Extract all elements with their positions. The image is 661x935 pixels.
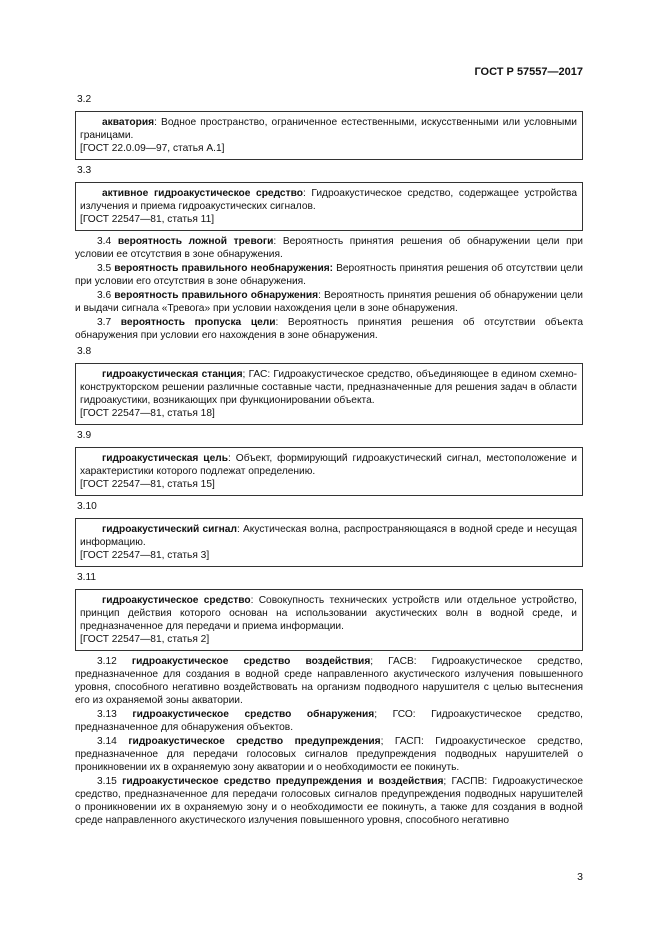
term: акватория xyxy=(102,117,155,128)
entry-number: 3.5 xyxy=(97,263,112,274)
term: вероятность ложной тревоги xyxy=(117,236,274,247)
definition-text: ; ГАСВ: Гидроакустическое средство, предназначенное для создания в водной среде направленного акустического излучения повышенного уровня, способного негативно воздействовать на организм подводного нарушителя с целью вытеснения его из охраняемой зоны акватории. xyxy=(75,656,583,706)
definition-text: : Вероятность принятия решения об обнаружении цели при условии ее отсутствия в зоне обнаружения. xyxy=(75,236,583,260)
definition-text: : Гидроакустическое средство, содержащее устройства излучения и приема гидроакустических сигналов. xyxy=(80,188,577,212)
source-reference: [ГОСТ 22547—81, статья 18] xyxy=(80,408,215,419)
entry-number: 3.15 xyxy=(97,776,117,787)
term: вероятность правильного обнаружения xyxy=(114,290,319,301)
definition-text: : Совокупность технических устройств или отдельное устройство, принцип действия которого основан на использовании акустических волн в водной среде, и предназначенное для передачи и приема информации. xyxy=(80,595,577,632)
term-box-hydroacoustic-target xyxy=(75,447,583,496)
entry-number: 3.6 xyxy=(97,290,112,301)
term-box-hydroacoustic-signal xyxy=(75,518,583,567)
term-paragraph xyxy=(75,775,583,827)
term-box-hydroacoustic-means xyxy=(75,589,583,651)
entry-number: 3.8 xyxy=(77,346,92,357)
source-reference: [ГОСТ 22.0.09—97, статья А.1] xyxy=(80,143,225,154)
terms-section xyxy=(75,90,583,827)
entry-number: 3.10 xyxy=(77,501,97,512)
term-paragraph xyxy=(75,655,583,707)
definition-text: ; ГАС: Гидроакустическое средство, объединяющее в едином схемно-конструкторском решении различные составные части, предназначенные для решения задач в области гидроакустики, возникающих при функционировании объекта. xyxy=(80,369,578,406)
definition xyxy=(80,368,577,407)
definition xyxy=(80,187,577,213)
source-reference: [ГОСТ 22547—81, статья 11] xyxy=(80,214,215,225)
definition-text: : Вероятность принятия решения об отсутствии объекта обнаружения при условии его нахождения в зоне обнаружения. xyxy=(75,317,583,341)
definition-text: : Вероятность принятия решения об обнаружении цели и выдачи сигнала «Тревога» при условии нахождения цели в зоне обнаружения. xyxy=(75,290,584,314)
definition xyxy=(80,594,577,633)
entry-number: 3.9 xyxy=(77,430,92,441)
source-reference: [ГОСТ 22547—81, статья 3] xyxy=(80,550,210,561)
definition xyxy=(80,452,577,478)
term-paragraph xyxy=(75,735,583,774)
page-number: 3 xyxy=(577,871,583,883)
term-paragraph xyxy=(75,708,583,734)
term: вероятность пропуска цели xyxy=(120,317,276,328)
definition xyxy=(80,523,577,549)
document-code: ГОСТ Р 57557—2017 xyxy=(474,66,583,78)
term: вероятность правильного необнаружения: xyxy=(114,263,334,274)
entry-number: 3.4 xyxy=(97,236,112,247)
term: гидроакустическое средство обнаружения xyxy=(132,709,375,720)
entry-number: 3.3 xyxy=(77,165,92,176)
term-paragraph xyxy=(75,316,583,342)
term: гидроакустический сигнал xyxy=(102,524,237,535)
term-box-active-hydroacoustic-means xyxy=(75,182,583,231)
entry-number: 3.7 xyxy=(97,317,112,328)
term-paragraph xyxy=(75,289,583,315)
definition-text: : Акустическая волна, распространяющаяся в водной среде и несущая информацию. xyxy=(80,524,578,548)
definition-text: ; ГСО: Гидроакустическое средство, предназначенное для обнаружения объектов. xyxy=(75,709,583,733)
entry-number: 3.12 xyxy=(97,656,117,667)
entry-number: 3.14 xyxy=(97,736,117,747)
term-paragraph xyxy=(75,262,583,288)
source-reference: [ГОСТ 22547—81, статья 15] xyxy=(80,479,215,490)
definition-text: ; ГАСП: Гидроакустическое средство, предназначенное для передачи голосовых сигналов предупреждения подводных нарушителей о проникновении их в охраняемую зону акватории и о необходимости ее покинуть. xyxy=(75,736,583,773)
term-box-akvatoriya xyxy=(75,111,583,160)
definition-text: ; ГАСПВ: Гидроакустическое средство, предназначенное для передачи голосовых сигналов предупреждения подводных нарушителей о проникновении их в охраняемую зону и о необходимости ее покинуть, а также для создания в водной среде направленного акустического излучения повышенного уровня, способного негативно xyxy=(75,776,583,826)
definition xyxy=(80,116,577,142)
definition-text: : Водное пространство, ограниченное естественными, искусственными или условными границами. xyxy=(80,117,577,141)
entry-number: 3.13 xyxy=(97,709,117,720)
term: активное гидроакустическое средство xyxy=(102,188,303,199)
definition-text: : Объект, формирующий гидроакустический сигнал, местоположение и характеристики которого подлежат определению. xyxy=(80,453,577,477)
term-paragraph xyxy=(75,235,583,261)
term: гидроакустическая станция xyxy=(102,369,243,380)
term: гидроакустическая цель xyxy=(102,453,228,464)
definition-text: Вероятность принятия решения об отсутствии цели при условии его отсутствия в зоне обнаружения. xyxy=(75,263,583,287)
term: гидроакустическое средство xyxy=(102,595,251,606)
term: гидроакустическое средство воздействия xyxy=(131,656,371,667)
term: гидроакустическое средство предупреждения и воздействия xyxy=(122,776,444,787)
term: гидроакустическое средство предупреждения xyxy=(128,736,381,747)
entry-number: 3.11 xyxy=(77,572,97,583)
term-box-hydroacoustic-station xyxy=(75,363,583,425)
source-reference: [ГОСТ 22547—81, статья 2] xyxy=(80,634,210,645)
entry-number: 3.2 xyxy=(77,94,92,105)
